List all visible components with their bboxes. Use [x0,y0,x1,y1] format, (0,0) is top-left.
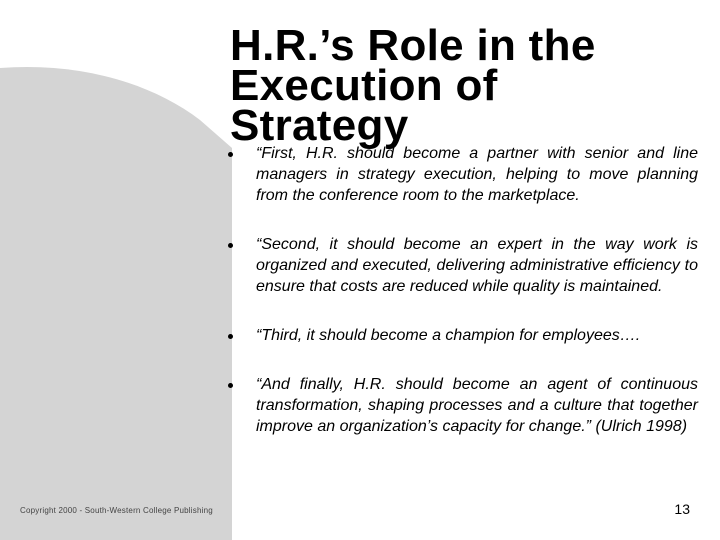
bullet-text: “Second, it should become an expert in the way work is organized and executed, delivering administrative efficiency to ensure that costs are reduced while quality is maintained. [256,236,698,295]
bullet-item [228,325,698,346]
bullet-dot-icon [228,383,233,388]
bullet-dot-icon [228,334,233,339]
bullet-item [228,234,698,297]
bullet-item [228,374,698,437]
bullet-item [228,143,698,206]
copyright-footer: Copyright 2000 - South-Western College Publishing [20,506,213,515]
slide-title: H.R.’s Role in the Execution of Strategy [230,21,596,150]
bullet-dot-icon [228,243,233,248]
bullet-text: “Third, it should become a champion for employees…. [256,327,641,344]
bullet-list [228,143,698,465]
bullet-text: “First, H.R. should become a partner with senior and line managers in strategy execution, helping to move planning from the conference room to the marketplace. [256,145,698,204]
bullet-text: “And finally, H.R. should become an agent of continuous transformation, shaping processes and a culture that together improve an organization’s capacity for change.” (Ulrich 1998) [256,376,698,435]
bullet-dot-icon [228,152,233,157]
page-number: 13 [674,501,690,517]
